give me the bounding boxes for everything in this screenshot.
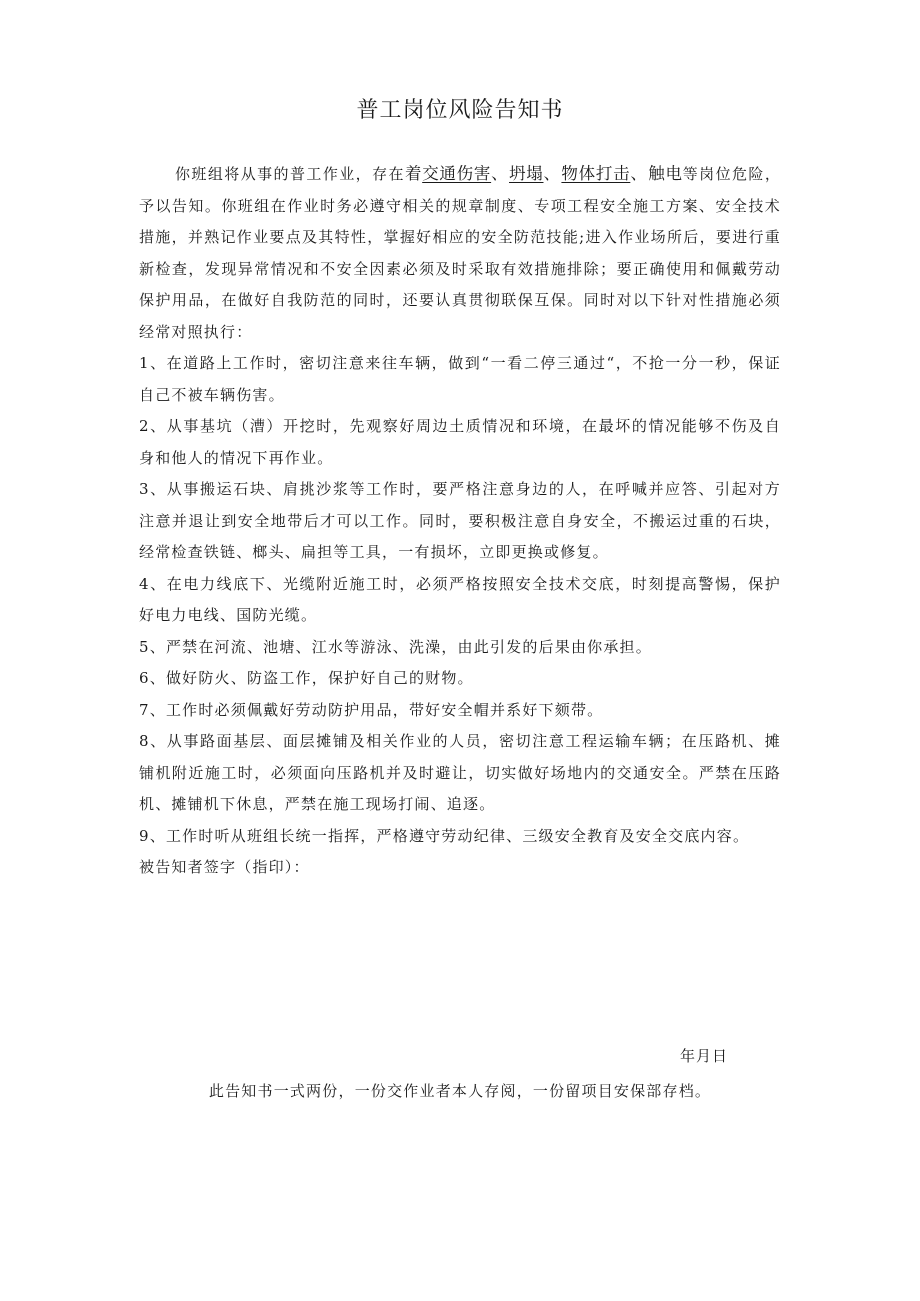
measure-item-1: 1、在道路上工作时，密切注意来往车辆，做到“一看二停三通过“，不抢一分一秒，保证自己不被车辆伤害。 xyxy=(139,354,781,404)
intro-text-part2: 等岗位危险，予以告知。你班组在作业时务必遵守相关的规章制度、专项工程安全施工方案、安全技术措施，并熟记作业要点及其特性，掌握好相应的安全防范技能;进入作业场所后，要进行重新检查，发现异常情况和不安全因素必须及时采取有效措施排除；要正确使用和佩戴劳动保护用品，在做好自我防范的同时，还要认真贯彻联保互保。同时对以下针对性措施必须经常对照执行： xyxy=(139,165,782,341)
hazard-separator: 、 xyxy=(630,164,649,183)
intro-lead-char: 着 xyxy=(404,164,423,183)
measure-item-3: 3、从事搬运石块、肩挑沙浆等工作时，要严格注意身边的人，在呼喊并应答、引起对方注意并退让到安全地带后才可以工作。同时，要积极注意自身安全，不搬运过重的石块，经常检查铁链、榔头、扁担等工具，一有损坏，立即更换或修复。 xyxy=(139,480,781,561)
measure-item-6: 6、做好防火、防盗工作，保护好自己的财物。 xyxy=(139,669,474,687)
measure-item-2: 2、从事基坑（漕）开挖时，先观察好周边土质情况和环境，在最坏的情况能够不伤及自身和他人的情况下再作业。 xyxy=(139,417,781,467)
footer-note: 此告知书一式两份，一份交作业者本人存阅，一份留项目安保部存档。 xyxy=(208,1082,712,1100)
measure-item-9: 9、工作时听从班组长统一指挥，严格遵守劳动纪律、三级安全教育及安全交底内容。 xyxy=(139,826,750,845)
measure-item-7: 7、工作时必须佩戴好劳动防护用品，带好安全帽并系好下颏带。 xyxy=(139,700,604,719)
hazard-traffic: 交通伤害 xyxy=(422,164,492,183)
document-body xyxy=(139,158,781,884)
hazard-object-strike: 物体打击 xyxy=(561,164,631,183)
measure-item-4: 4、在电力线底下、光缆附近施工时，必须严格按照安全技术交底，时刻提高警惕，保护好电力电线、国防光缆。 xyxy=(139,574,781,624)
hazard-electric-shock: 触电 xyxy=(648,164,683,183)
hazard-separator: 、 xyxy=(491,164,510,183)
measure-item-8: 8、从事路面基层、面层摊铺及相关作业的人员，密切注意工程运输车辆；在压路机、摊铺机附近施工时，必须面向压路机并及时避让，切实做好场地内的交通安全。严禁在压路机、摊铺机下休息，严禁在施工现场打闹、追逐。 xyxy=(139,732,781,813)
document-title: 普工岗位风险告知书 xyxy=(356,98,564,123)
measure-item-5: 5、严禁在河流、池塘、江水等游泳、洗澡，由此引发的后果由你承担。 xyxy=(139,637,652,656)
date-label: 年月日 xyxy=(680,1047,729,1065)
hazard-separator: 、 xyxy=(543,164,562,183)
signature-label: 被告知者签字（指印）： xyxy=(139,858,310,876)
intro-text-part1: 你班组将从事的普工作业，存在 xyxy=(175,165,405,183)
hazard-collapse: 坍塌 xyxy=(509,164,544,183)
intro-paragraph xyxy=(139,158,781,348)
